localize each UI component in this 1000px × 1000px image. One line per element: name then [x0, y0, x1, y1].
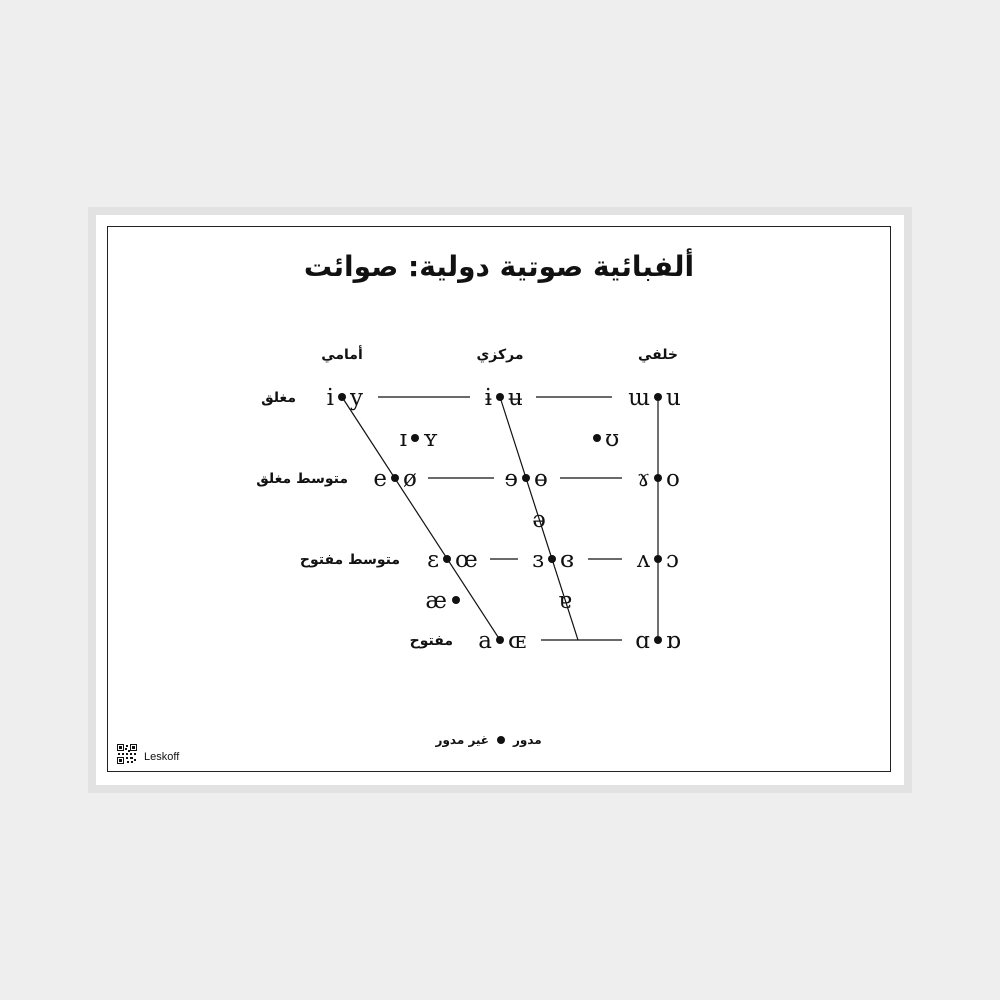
row-label-close-mid: متوسط مغلق	[256, 471, 348, 487]
vowel-ash: æ	[425, 588, 447, 614]
row-label-close: مغلق	[261, 390, 296, 406]
vowel-schwa: ə	[532, 507, 546, 533]
vowel-e: e	[373, 466, 387, 492]
dot-near-close-back	[593, 434, 601, 442]
vowel-turned-m: ɯ	[628, 385, 650, 411]
dot-open-back	[654, 636, 662, 644]
vowel-turned-v: ʌ	[637, 547, 650, 573]
vowel-a: a	[478, 628, 492, 654]
vowel-o: o	[666, 466, 680, 492]
vowel-turned-script-a: ɒ	[666, 628, 681, 654]
vowel-small-cap-i: ɪ	[399, 426, 407, 452]
qr-code-icon	[117, 744, 137, 764]
vowel-closed-rev-epsilon: ɞ	[560, 547, 575, 573]
poster-title: ألفبائية صوتية دولية: صوائت	[303, 250, 695, 283]
dot-open-mid-front	[443, 555, 451, 563]
brand-logo: Leskoff	[144, 751, 180, 763]
vowel-gamma: ɤ	[637, 466, 650, 492]
dot-open-front	[496, 636, 504, 644]
vowel-i: i	[326, 385, 334, 411]
dot-close-central	[496, 393, 504, 401]
dot-open-mid-back	[654, 555, 662, 563]
vowel-small-cap-oe: ɶ	[508, 628, 527, 654]
dot-close-mid-back	[654, 474, 662, 482]
row-label-open: مفتوح	[409, 633, 453, 649]
dot-close-back	[654, 393, 662, 401]
vowel-barred-i: ɨ	[484, 385, 492, 411]
vowel-open-o: ɔ	[666, 547, 679, 573]
vowel-u: u	[666, 385, 681, 411]
vowel-small-cap-y: ʏ	[423, 426, 439, 452]
legend-dot	[497, 736, 505, 744]
dot-near-close-front	[411, 434, 419, 442]
col-label-front: أمامي	[321, 347, 363, 363]
vowel-epsilon: ɛ	[427, 547, 439, 573]
legend-unrounded: غير مدور	[435, 733, 489, 747]
dot-near-open-front	[452, 596, 460, 604]
vowel-o-slash: ø	[403, 466, 417, 492]
vowel-y: y	[350, 385, 363, 411]
dot-close-mid-central	[522, 474, 530, 482]
dot-close-front	[338, 393, 346, 401]
legend-rounded: مدور	[513, 733, 542, 747]
vowel-reversed-e: ɘ	[504, 466, 518, 492]
vowel-barred-u: ʉ	[508, 385, 523, 411]
front-diagonal-line	[342, 397, 500, 640]
dot-close-mid-front	[391, 474, 399, 482]
vowel-upsilon: ʊ	[605, 426, 620, 452]
vowel-oe: œ	[455, 547, 478, 573]
row-label-open-mid: متوسط مفتوح	[299, 552, 400, 568]
dot-open-mid-central	[548, 555, 556, 563]
vowel-script-a: ɑ	[635, 628, 650, 654]
col-label-back: خلفي	[637, 347, 679, 363]
vowel-rev-epsilon: ɜ	[532, 547, 544, 573]
col-label-central: مركزي	[476, 347, 524, 363]
vowel-barred-o: ɵ	[534, 466, 548, 492]
vowel-turned-a: ɐ	[558, 588, 572, 614]
